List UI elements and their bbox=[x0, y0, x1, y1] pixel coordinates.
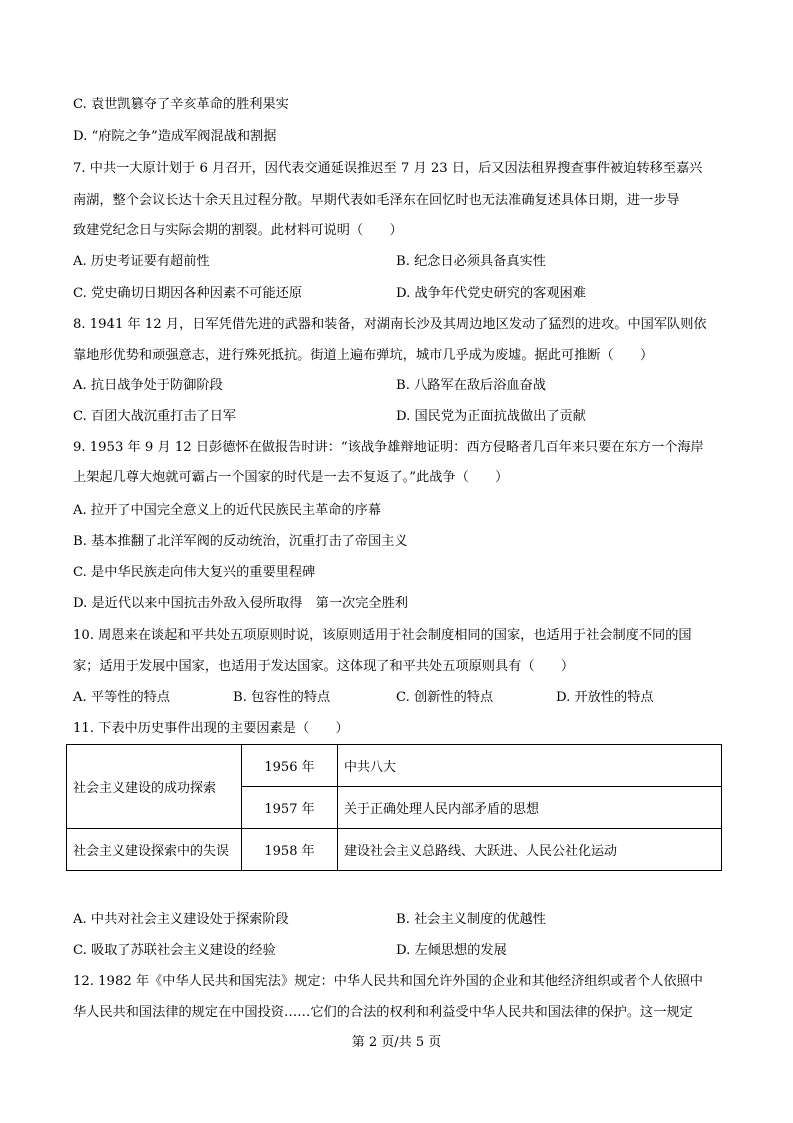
q7-option-d: D. 战争年代党史研究的客观困难 bbox=[396, 286, 586, 301]
q6-option-c: C. 袁世凯篡夺了辛亥革命的胜利果实 bbox=[73, 97, 289, 112]
q8-stem-line1: 8. 1941 年 12 月，日军凭借先进的武器和装备，对湖南长沙及其周边地区发动了猛烈的进攻。中国军队则依 bbox=[73, 317, 707, 332]
q9-option-c: C. 是中华民族走向伟大复兴的重要里程碑 bbox=[73, 565, 316, 580]
q12-stem-line2: 华人民共和国法律的规定在中国投资……它们的合法的权利和利益受中华人民共和国法律的保护。这一规定 bbox=[73, 1005, 693, 1020]
q10-option-c: C. 创新性的特点 bbox=[396, 690, 494, 705]
table-event-cell: 建设社会主义总路线、大跃进、人民公社化运动 bbox=[338, 829, 722, 871]
q9-stem-line2: 上架起几尊大炮就可霸占一个国家的时代是一去不复返了。”此战争（ ） bbox=[73, 470, 509, 485]
q8-stem-line2: 靠地形优势和顽强意志，进行殊死抵抗。街道上遍布弹坑，城市几乎成为废墟。据此可推断（ ） bbox=[73, 348, 654, 363]
q10-stem-line2: 家；适用于发展中国家，也适用于发达国家。这体现了和平共处五项原则具有（ ） bbox=[73, 659, 575, 674]
q8-option-d: D. 国民党为正面抗战做出了贡献 bbox=[396, 409, 586, 424]
q10-stem-line1: 10. 周恩来在谈起和平共处五项原则时说，该原则适用于社会制度相同的国家，也适用于社会制度不同的国 bbox=[73, 628, 692, 643]
table-category-cell: 社会主义建设的成功探索 bbox=[67, 745, 242, 829]
q11-option-a: A. 中共对社会主义建设处于探索阶段 bbox=[73, 912, 289, 927]
q12-stem-line1: 12. 1982 年《中华人民共和国宪法》规定：中华人民共和国允许外国的企业和其他经济组织或者个人依照中 bbox=[73, 974, 703, 989]
table-row bbox=[67, 829, 722, 871]
page-footer: 第 2 页/共 5 页 bbox=[351, 1035, 442, 1050]
table-event-cell: 关于正确处理人民内部矛盾的思想 bbox=[338, 787, 722, 829]
table-year-cell: 1956 年 bbox=[242, 745, 338, 787]
q7-stem-line1: 7. 中共一大原计划于 6 月召开，因代表交通延误推迟至 7 月 23 日，后又因法租界搜查事件被迫转移至嘉兴 bbox=[73, 161, 703, 176]
q10-option-d: D. 开放性的特点 bbox=[556, 690, 654, 705]
q7-option-c: C. 党史确切日期因各种因素不可能还原 bbox=[73, 286, 303, 301]
q7-option-a: A. 历史考证要有超前性 bbox=[73, 254, 210, 269]
q7-stem-line2: 南湖，整个会议长达十余天且过程分散。早期代表如毛泽东在回忆时也无法准确复述具体日期，进一步导 bbox=[73, 193, 680, 208]
q10-option-b: B. 包容性的特点 bbox=[233, 690, 331, 705]
q11-option-d: D. 左倾思想的发展 bbox=[396, 943, 507, 958]
q7-option-b: B. 纪念日必须具备真实性 bbox=[396, 254, 546, 269]
q11-stem: 11. 下表中历史事件出现的主要因素是（ ） bbox=[73, 721, 349, 736]
table-category-cell: 社会主义建设探索中的失误 bbox=[67, 829, 242, 871]
q7-stem-line3: 致建党纪念日与实际会期的割裂。此材料可说明（ ） bbox=[73, 223, 403, 238]
q9-option-d: D. 是近代以来中国抗击外敌入侵所取得 第一次完全胜利 bbox=[73, 596, 408, 611]
history-events-table bbox=[66, 744, 722, 871]
q8-option-c: C. 百团大战沉重打击了日军 bbox=[73, 409, 237, 424]
q9-stem-line1: 9. 1953 年 9 月 12 日彭德怀在做报告时讲：“该战争雄辩地证明：西方侵略者几百年来只要在东方一个海岸 bbox=[73, 440, 704, 455]
table-event-cell: 中共八大 bbox=[338, 745, 722, 787]
table-year-cell: 1957 年 bbox=[242, 787, 338, 829]
q9-option-b: B. 基本推翻了北洋军阀的反动统治，沉重打击了帝国主义 bbox=[73, 534, 408, 549]
table-row bbox=[67, 745, 722, 787]
q8-option-b: B. 八路军在敌后浴血奋战 bbox=[396, 378, 546, 393]
q11-option-b: B. 社会主义制度的优越性 bbox=[396, 912, 546, 927]
q9-option-a: A. 拉开了中国完全意义上的近代民族民主革命的序幕 bbox=[73, 503, 382, 518]
q6-option-d: D. “府院之争”造成军阀混战和割据 bbox=[73, 129, 277, 144]
table-year-cell: 1958 年 bbox=[242, 829, 338, 871]
q11-option-c: C. 吸取了苏联社会主义建设的经验 bbox=[73, 943, 276, 958]
q10-option-a: A. 平等性的特点 bbox=[73, 690, 171, 705]
q8-option-a: A. 抗日战争处于防御阶段 bbox=[73, 378, 223, 393]
